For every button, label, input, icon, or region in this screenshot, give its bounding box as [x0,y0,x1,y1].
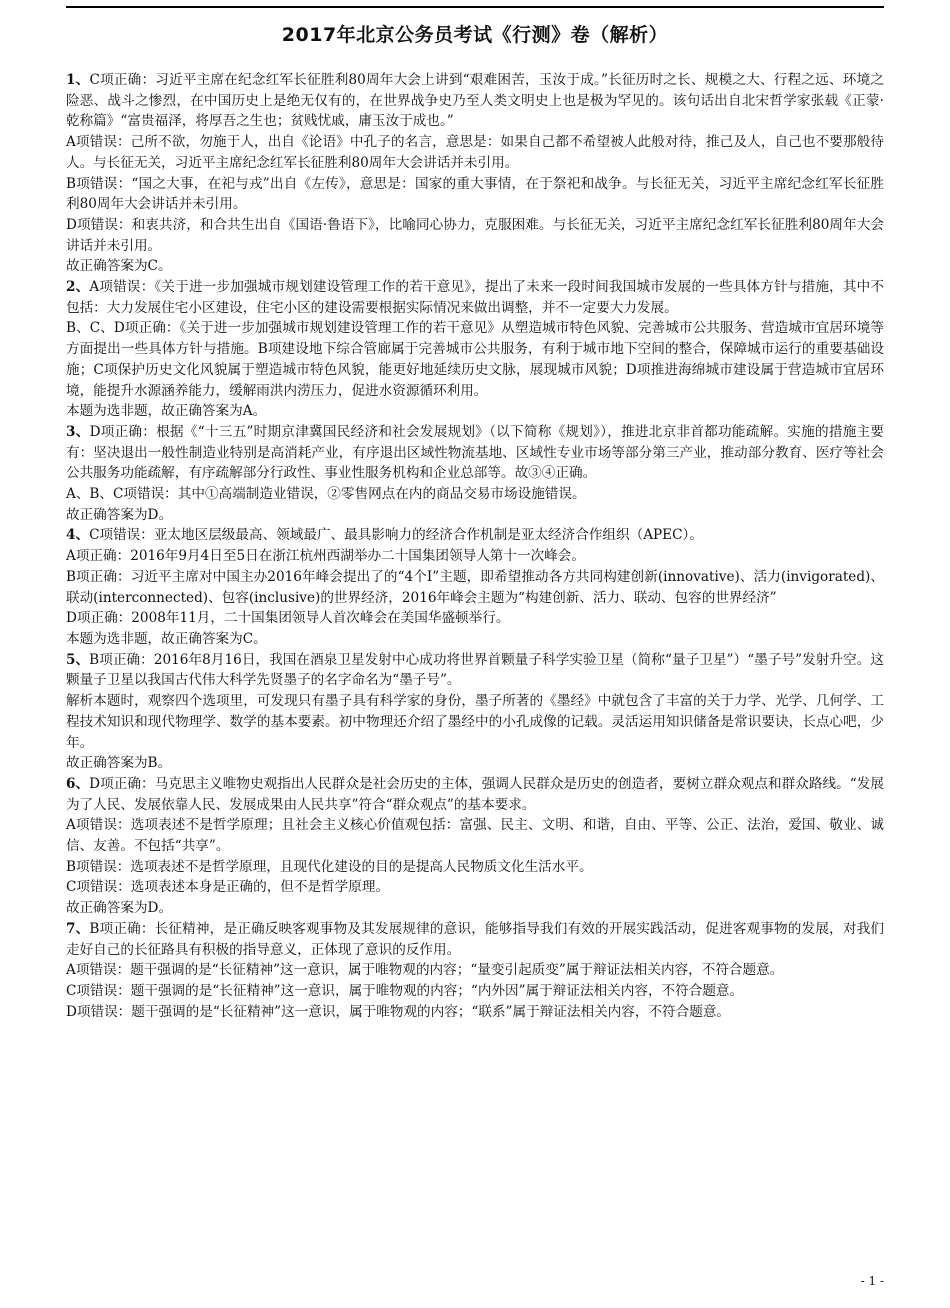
paragraph: C项错误：题干强调的是“长征精神”这一意识，属于唯物观的内容；“内外因”属于辩证法相关内容，不符合题意。 [66,982,744,999]
question-number: 7、 [66,920,90,937]
paragraph: A项错误：题干强调的是“长征精神”这一意识，属于唯物观的内容；“量变引起质变”属于辩证法相关内容，不符合题意。 [66,962,784,979]
answer-line: 本题为选非题，故正确答案为C。 [66,630,267,647]
question-1 [66,70,884,277]
question-number: 2、 [66,279,90,296]
paragraph: A项错误：选项表述不是哲学原理；且社会主义核心价值观包括：富强、民主、文明、和谐，自由、平等、公正、法治，爱国、敬业、诚信、友善。不包括“共享”。 [66,817,884,855]
paragraph: A项错误：己所不欲，勿施于人，出自《论语》中孔子的名言，意思是：如果自己都不希望被人此般对待，推己及人，自己也不要那般待人。与长征无关，习近平主席纪念红军长征胜利80周年大会讲话并未引用。 [66,134,884,171]
paragraph: 3、D项正确：根据《“十三五”时期京津冀国民经济和社会发展规划》（以下简称《规划》），推进北京非首都功能疏解。实施的措施主要有：坚决退出一般性制造业特别是高消耗产业，有序退出区域性物流基地、区域性专业市场等部分第三产业，推动部分教育、医疗等社会公共服务功能疏解，有序疏解部分行政性、事业性服务机构和企业总部等。故③④正确。 [66,423,884,482]
paragraph: B项错误：“国之大事，在祀与戎”出自《左传》，意思是：国家的重大事情，在于祭祀和战争。与长征无关，习近平主席纪念红军长征胜利80周年大会讲话并未引用。 [66,175,884,213]
question-number: 5、 [66,651,90,668]
question-number: 1、 [66,72,90,88]
question-3 [66,422,884,526]
answer-line: 故正确答案为C。 [66,258,172,275]
top-rule [66,6,884,8]
question-7 [66,919,884,1023]
question-number: 6、 [66,775,90,792]
paragraph: 4、C项错误：亚太地区层级最高、领域最广、最具影响力的经济合作机制是亚太经济合作组织（APEC）。 [66,527,703,544]
paragraph: B项正确：习近平主席对中国主办2016年峰会提出了的“4个I”主题，即希望推动各方共同构建创新(innovative)、活力(invigorated)、联动(interconnected)、包容(inclusive)的世界经济，2016年峰会主题为“构建创新、活力、联动、包容的世界经济” [66,568,884,606]
paragraph: 1、C项正确：习近平主席在纪念红军长征胜利80周年大会上讲到“艰难困苦，玉汝于成。”长征历时之长、规模之大、行程之远、环境之险恶、战斗之惨烈，在中国历史上是绝无仅有的，在世界战争史乃至人类文明史上也是极为罕见的。该句话出自北宋哲学家张载《正蒙·乾称篇》“富贵福泽，将厚吾之生也；贫贱忧戚，庸玉汝于成也。” [66,72,884,130]
paragraph: 解析本题时，观察四个选项里，可发现只有墨子具有科学家的身份，墨子所著的《墨经》中就包含了丰富的关于力学、光学、几何学、工程技术知识和现代物理学、数学的基本要素。初中物理还介绍了墨经中的小孔成像的记载。灵活运用知识储备是常识要诀，长点心吧，少年。 [66,693,884,751]
paragraph: A项正确：2016年9月4日至5日在浙江杭州西湖举办二十国集团领导人第十一次峰会。 [66,548,585,565]
answer-line: 故正确答案为D。 [66,506,173,523]
paragraph: D项错误：题干强调的是“长征精神”这一意识，属于唯物观的内容；“联系”属于辩证法相关内容，不符合题意。 [66,1003,731,1020]
page-number: - 1 - [860,1274,884,1288]
paragraph: D项错误：和衷共济，和合共生出自《国语·鲁语下》，比喻同心协力，克服困难。与长征无关，习近平主席纪念红军长征胜利80周年大会讲话并未引用。 [66,216,884,254]
paragraph: 2、A项错误：《关于进一步加强城市规划建设管理工作的若干意见》，提出了未来一段时间我国城市发展的一些具体方针与措施，其中不包括：大力发展住宅小区建设，住宅小区的建设需要根据实际情况来做出调整，并不一定要大力发展。 [66,279,884,316]
paragraph: C项错误：选项表述本身是正确的，但不是哲学原理。 [66,879,390,896]
question-number: 4、 [66,527,90,544]
question-5 [66,650,884,774]
answer-line: 本题为选非题，故正确答案为A。 [66,403,267,420]
paragraph: 5、B项正确：2016年8月16日，我国在酒泉卫星发射中心成功将世界首颗量子科学实验卫星（简称“量子卫星”）“墨子号”发射升空。这颗量子卫星以我国古代伟大科学先贤墨子的名字命名为“墨子号”。 [66,651,884,689]
answer-line: 故正确答案为D。 [66,900,173,917]
question-2 [66,277,884,422]
question-number: 3、 [66,423,90,440]
question-4 [66,525,884,649]
paragraph: D项正确：2008年11月，二十国集团领导人首次峰会在美国华盛顿举行。 [66,610,510,627]
paragraph: B项错误：选项表述不是哲学原理，且现代化建设的目的是提高人民物质文化生活水平。 [66,858,593,875]
question-6 [66,774,884,919]
paragraph: B、C、D项正确：《关于进一步加强城市规划建设管理工作的若干意见》从塑造城市特色风貌、完善城市公共服务、营造城市宜居环境等方面提出一些具体方针与措施。B项建设地下综合管廊属于完善城市公共服务，有利于城市地下空间的整合，保障城市运行的重要基础设施；C项保护历史文化风貌属于塑造城市特色风貌，能更好地延续历史文脉，展现城市风貌；D项推进海绵城市建设属于营造城市宜居环境，能提升水源涵养能力，缓解雨洪内涝压力，促进水资源循环利用。 [66,320,884,399]
paragraph: A、B、C项错误：其中①高端制造业错误，②零售网点在内的商品交易市场设施错误。 [66,486,586,503]
paragraph: 6、D项正确：马克思主义唯物史观指出人民群众是社会历史的主体，强调人民群众是历史的创造者，要树立群众观点和群众路线。“发展为了人民、发展依靠人民、发展成果由人民共享”符合“群众观点”的基本要求。 [66,775,884,813]
page-title: 2017年北京公务员考试《行测》卷（解析） [281,24,669,46]
answer-line: 故正确答案为B。 [66,755,172,772]
paragraph: 7、B项正确：长征精神，是正确反映客观事物及其发展规律的意识，能够指导我们有效的开展实践活动，促进客观事物的发展，对我们走好自己的长征路具有积极的指导意义，正体现了意识的反作用。 [66,920,884,958]
document-body [66,70,884,1022]
